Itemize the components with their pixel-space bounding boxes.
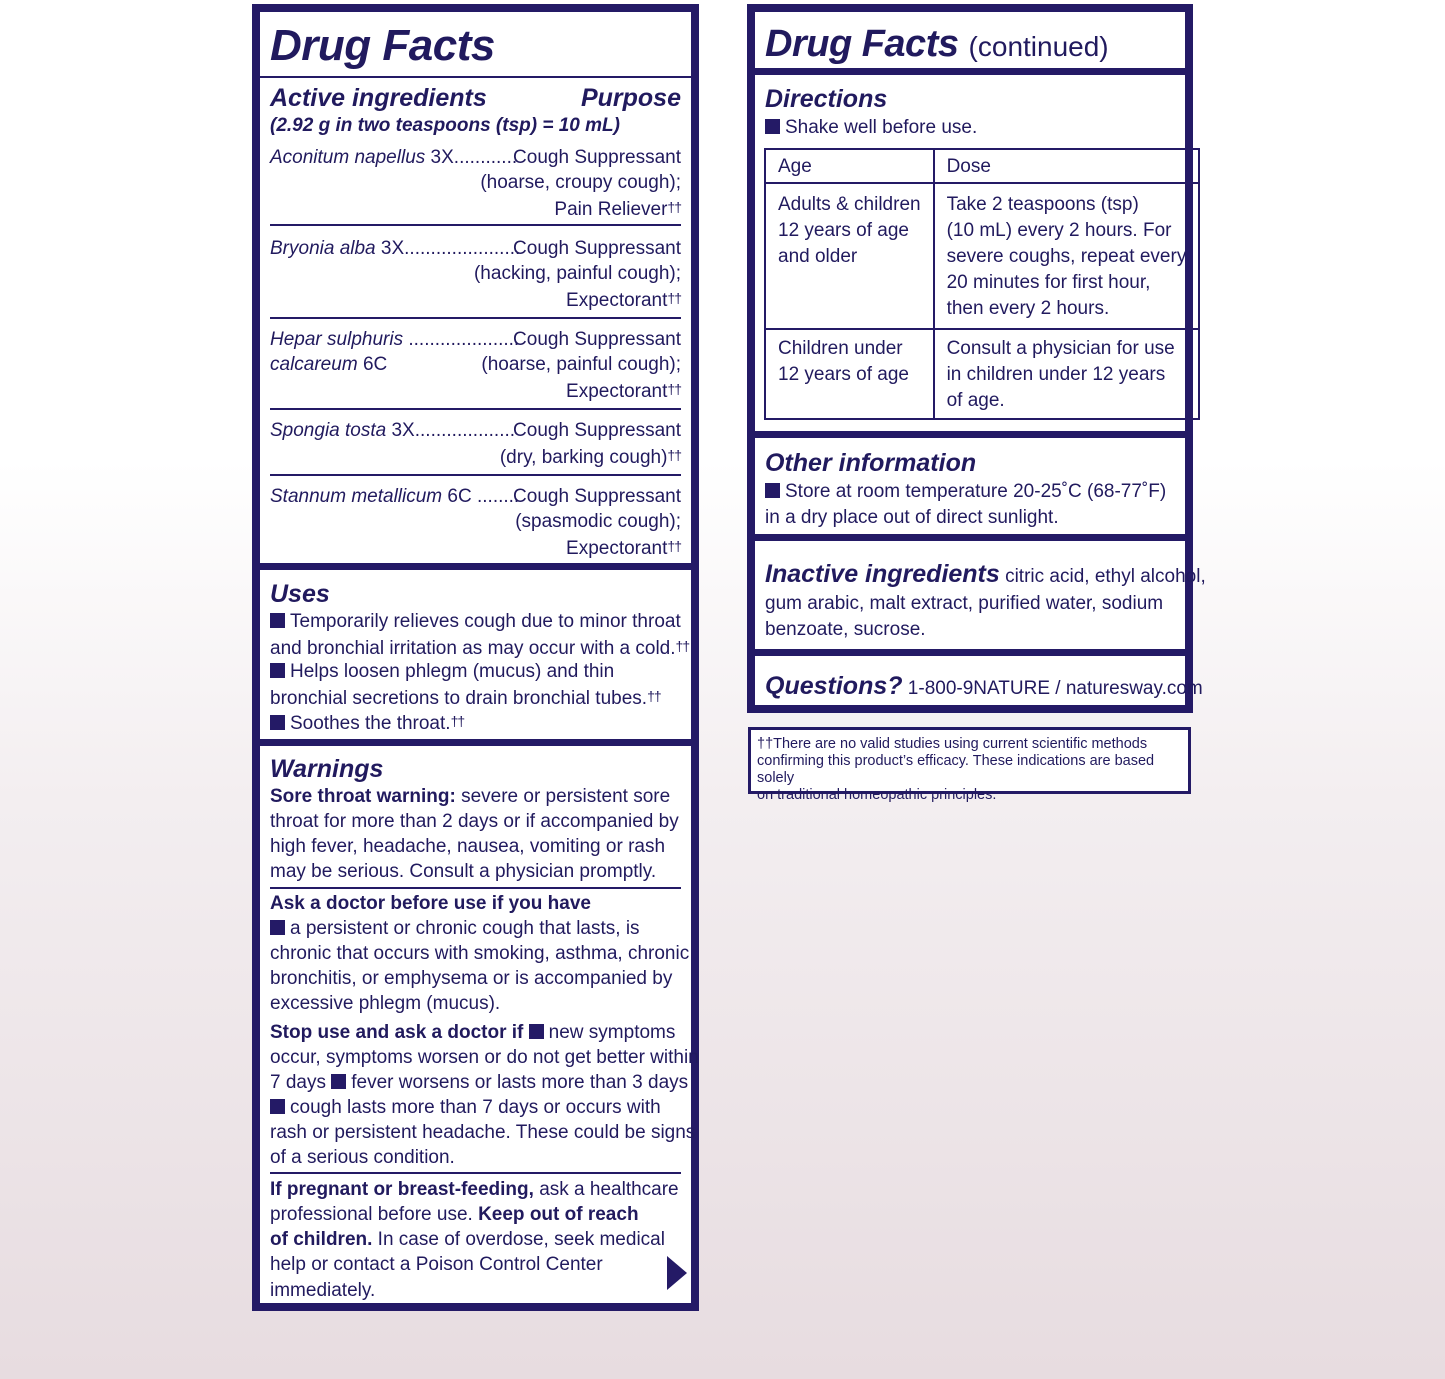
ingredient-name: Aconitum napellus 3X............ [270,147,518,168]
cell-line: Consult a physician for use [946,338,1175,359]
dose-table [764,148,1200,420]
divider [270,474,681,476]
cell-line: Take 2 teaspoons (tsp) [946,194,1139,215]
ingredient-purpose: Cough Suppressant [513,238,681,259]
bullet-square-icon [529,1024,544,1039]
cell-line: of age. [946,390,1005,411]
uses-line: Temporarily relieves cough due to minor throat [270,609,681,634]
other-info-line: Store at room temperature 20-25˚C (68-77˚F) [765,479,1166,504]
warning-line: If pregnant or breast-feeding, ask a healthcare [270,1179,679,1200]
cell-line: (10 mL) every 2 hours. For [946,220,1172,241]
cell-line: Adults & children [778,194,921,215]
warning-line: of children. In case of overdose, seek medical [270,1229,665,1250]
inactive-ingredients-line: gum arabic, malt extract, purified water, sodium [765,593,1164,614]
table-row [765,183,1199,329]
cell-line: Children under [778,338,903,359]
warning-line: help or contact a Poison Control Center [270,1254,603,1275]
cell-line: 12 years of age [778,364,909,385]
ingredient-name: Hepar sulphuris ..................... [270,329,520,350]
warning-line: Sore throat warning: severe or persistent sore [270,786,671,807]
bullet-square-icon [270,715,285,730]
warning-line: of a serious condition. [270,1147,455,1168]
divider [270,408,681,410]
footnote-line: confirming this product’s efficacy. These indications are based solely [757,753,1155,786]
ingredient-note: (hacking, painful cough); [473,263,681,284]
warning-line: Stop use and ask a doctor if new symptoms [270,1022,676,1043]
section-bar [755,431,1185,438]
ingredient-note: (hoarse, painful cough); [481,354,681,375]
uses-line: and bronchial irritation as may occur with a cold.†† [270,638,690,659]
cell-line: 20 minutes for first hour, [946,272,1151,293]
warning-line: excessive phlegm (mucus). [270,993,501,1014]
cell-line: severe coughs, repeat every [946,246,1187,267]
table-cell [765,183,934,329]
other-info-line: in a dry place out of direct sunlight. [765,507,1059,528]
bullet-square-icon [270,663,285,678]
warning-line: professional before use. Keep out of reach [270,1204,639,1225]
divider [260,76,691,78]
other-information-heading: Other information [765,449,977,477]
warning-line: occur, symptoms worsen or do not get better within [270,1047,699,1068]
footnote-line: on traditional homeopathic principles. [757,787,997,803]
table-header-cell: Dose [934,149,1200,183]
section-bar [260,563,691,570]
bullet-square-icon [331,1074,346,1089]
ingredient-note: (dry, barking cough)†† [499,447,681,468]
cell-line: in children under 12 years [946,364,1166,385]
drug-facts-panel [252,4,699,1311]
warning-line: chronic that occurs with smoking, asthma, chronic [270,943,690,964]
section-bar [755,534,1185,541]
cell-line: 12 years of age [778,220,909,241]
warning-line: 7 days fever worsens or lasts more than 3 days [270,1072,689,1093]
ingredient-purpose: Cough Suppressant [513,420,681,441]
table-header-row [765,149,1199,183]
questions-line: Questions? 1-800-9NATURE / naturesway.com [765,672,1203,700]
ask-doctor-heading: Ask a doctor before use if you have [270,893,591,914]
uses-heading: Uses [270,580,330,608]
table-row [765,329,1199,419]
ingredient-note: (hoarse, croupy cough); [480,172,681,193]
warning-line: may be serious. Consult a physician promptly. [270,861,657,882]
ingredient-note: Expectorant†† [566,381,681,402]
directions-heading: Directions [765,85,888,113]
divider [270,224,681,226]
page-title: Drug Facts [270,21,495,70]
ingredient-name: Bryonia alba 3X...................... [270,238,521,259]
warning-line: throat for more than 2 days or if accompanied by [270,811,679,832]
page-title: Drug Facts (continued) [765,23,1109,65]
bullet-square-icon [270,1099,285,1114]
warning-line: cough lasts more than 7 days or occurs with [270,1095,661,1120]
ingredient-note: Pain Reliever†† [554,199,681,220]
warning-line: rash or persistent headache. These could be signs [270,1122,696,1143]
directions-line: Shake well before use. [765,115,977,140]
continue-arrow-icon [667,1256,687,1290]
bullet-square-icon [765,483,780,498]
uses-line: bronchial secretions to drain bronchial tubes.†† [270,688,661,709]
table-cell [765,329,934,419]
section-bar [755,68,1185,75]
table-header-cell: Age [765,149,934,183]
inactive-ingredients-line: Inactive ingredients citric acid, ethyl alcohol, [765,560,1206,588]
warning-line: high fever, headache, nausea, vomiting or rash [270,836,666,857]
ingredient-note: Expectorant†† [566,538,681,559]
footnote-box [748,727,1191,803]
divider [270,1172,681,1174]
ingredient-purpose: Cough Suppressant [513,486,681,507]
bullet-square-icon [765,119,780,134]
cell-line: and older [778,246,858,267]
ingredient-name: Stannum metallicum 6C ........ [270,486,520,507]
ingredient-name-line2: calcareum 6C [270,354,388,375]
ingredient-note: (spasmodic cough); [515,511,681,532]
ingredient-name: Spongia tosta 3X................... [270,420,516,441]
table-cell [934,329,1200,419]
footnote-line: ††There are no valid studies using current scientific methods [757,736,1148,752]
dose-line: (2.92 g in two teaspoons (tsp) = 10 mL) [270,115,620,136]
uses-line: Soothes the throat.†† [270,709,464,736]
bullet-square-icon [270,613,285,628]
section-bar [755,649,1185,656]
section-bar [260,739,691,746]
divider [270,317,681,319]
bullet-square-icon [270,920,285,935]
inactive-ingredients-line: benzoate, sucrose. [765,619,926,640]
uses-line: Helps loosen phlegm (mucus) and thin [270,659,614,684]
purpose-heading: Purpose [580,84,681,112]
active-ingredients-heading: Active ingredients [270,84,487,112]
warning-line: a persistent or chronic cough that lasts, is [270,916,640,941]
table-cell [934,183,1200,329]
ingredient-note: Expectorant†† [566,290,681,311]
warning-line: immediately. [270,1280,376,1301]
drug-facts-continued-panel [747,4,1206,713]
ingredient-purpose: Cough Suppressant [513,147,681,168]
ingredient-purpose: Cough Suppressant [513,329,681,350]
warning-line: bronchitis, or emphysema or is accompanied by [270,968,673,989]
cell-line: then every 2 hours. [946,298,1110,319]
divider [270,887,681,889]
warnings-heading: Warnings [270,755,384,783]
